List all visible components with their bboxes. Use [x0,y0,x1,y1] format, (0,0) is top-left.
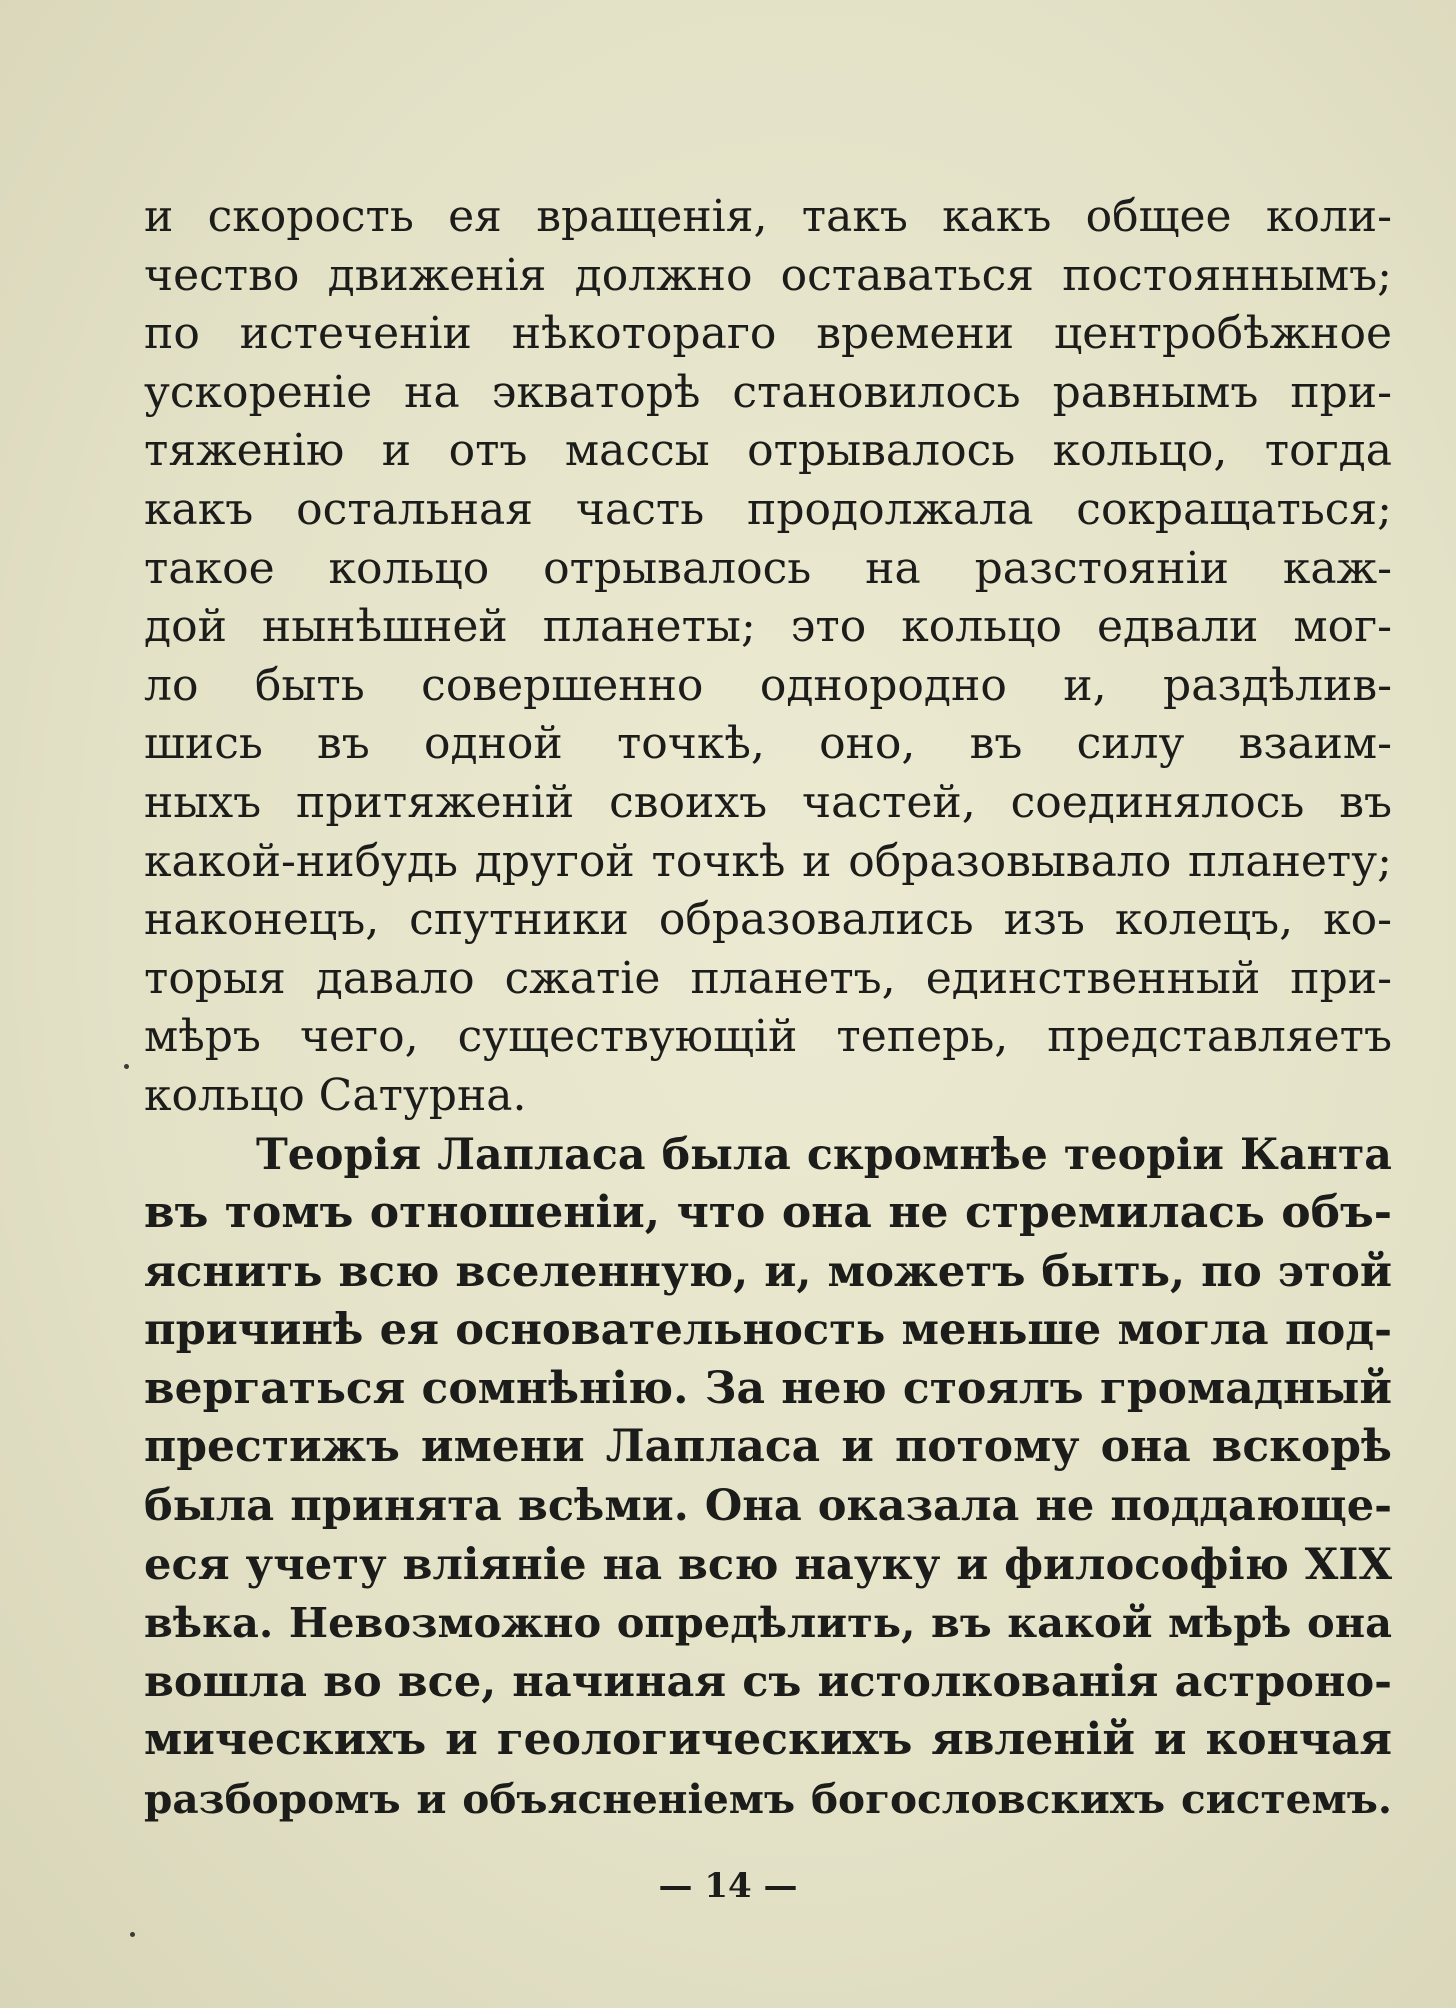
text-line: въ томъ отношеніи, что она не стремилась объ- [144,1187,1392,1239]
text-line: какъ остальная часть продолжала сокращаться; [144,483,1392,535]
text-line: тяженію и отъ массы отрывалось кольцо, тогда [144,425,1392,477]
text-line: и скорость ея вращенія, такъ какъ общее коли- [144,191,1392,242]
text-line: какой-нибудь другой точкѣ и образовывало планету; [144,835,1392,887]
text-line: еся учету вліяніе на всю науку и философію XIX [144,1538,1392,1590]
text-line: дой нынѣшней планеты; это кольцо едвали мог- [144,601,1392,653]
paper-speck [124,1064,129,1069]
paper-speck [130,1932,135,1937]
text-line: наконецъ, спутники образовались изъ колецъ, ко- [144,894,1392,946]
text-line: мѣръ чего, существующій теперь, представляетъ [144,1011,1392,1063]
paragraph-1 [144,188,1392,1126]
text-line: вергаться сомнѣнію. За нею стоялъ громадный [144,1362,1392,1414]
text-line: чество движенія должно оставаться постояннымъ; [144,249,1392,301]
body-text [144,188,1392,1829]
text-line: торыя давало сжатіе планетъ, единственный при- [144,952,1392,1004]
text-line: кольцо Сатурна. [144,1069,527,1121]
text-line: шись въ одной точкѣ, оно, въ силу взаим- [144,718,1392,770]
text-line: яснить всю вселенную, и, можетъ быть, по этой [144,1245,1392,1297]
page-number: — 14 — [658,1866,798,1906]
text-line: по истеченіи нѣкотораго времени центробѣжное [144,308,1392,360]
text-line: мическихъ и геологическихъ явленій и кончая [144,1714,1392,1766]
text-line: ныхъ притяженій своихъ частей, соединялось въ [144,776,1392,828]
text-line: ло быть совершенно однородно и, раздѣлив- [144,659,1392,711]
text-line: ускореніе на экваторѣ становилось равнымъ при- [144,366,1392,418]
text-line: такое кольцо отрывалось на разстояніи каж- [144,542,1392,594]
text-line: вѣка. Невозможно опредѣлить, въ какой мѣрѣ она [144,1598,1392,1648]
text-line: разборомъ и объясненіемъ богословскихъ системъ. [144,1775,1392,1824]
text-line: причинѣ ея основательность меньше могла под- [144,1304,1392,1356]
text-line: престижъ имени Лапласа и потому она вскорѣ [144,1421,1392,1473]
text-line: Теорія Лапласа была скромнѣе теоріи Канта [256,1129,1392,1180]
paragraph-2 [144,1126,1392,1829]
text-line: вошла во все, начиная съ истолкованія астроно- [144,1656,1392,1707]
text-line: была принята всѣми. Она оказала не поддающе- [144,1481,1392,1532]
